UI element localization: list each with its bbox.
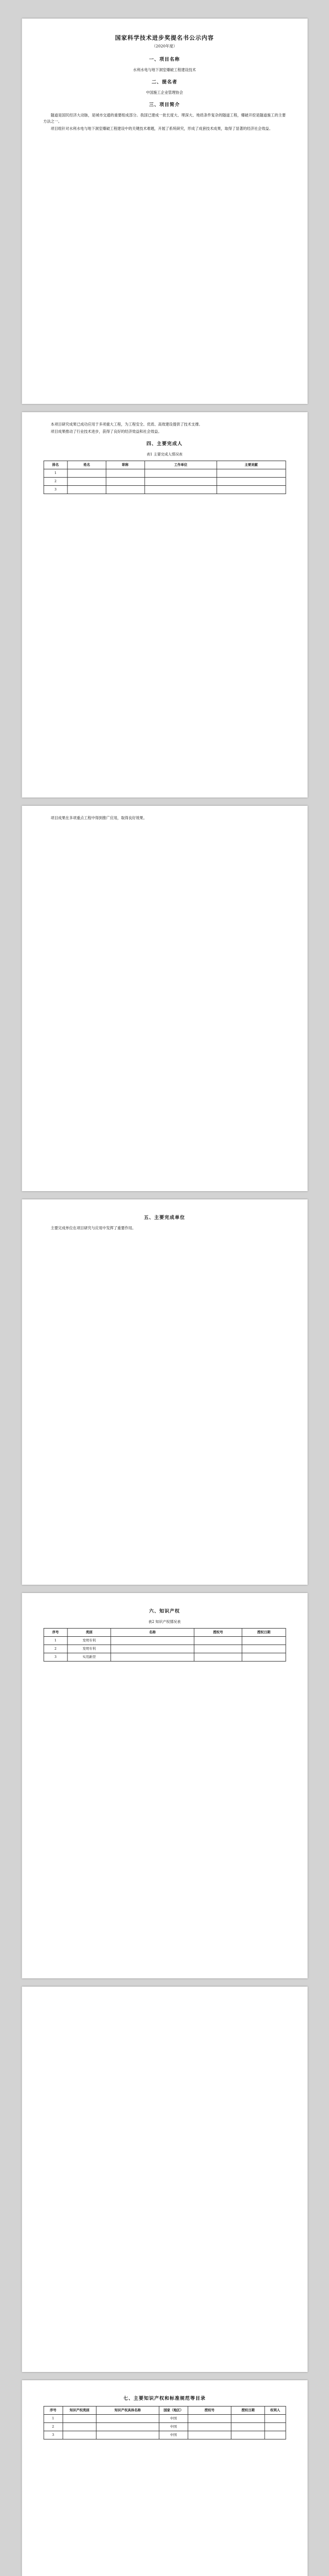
- table-cell: [145, 469, 217, 478]
- table-header: 职称: [106, 461, 145, 469]
- table-cell: [265, 2423, 285, 2431]
- table-cell: [265, 2431, 285, 2439]
- table-cell: 中国: [159, 2423, 188, 2431]
- table-row: [44, 1637, 286, 1645]
- table-cell: 发明专利: [67, 1637, 111, 1645]
- table-header: 权利人: [265, 2406, 285, 2415]
- table-cell: [96, 2415, 159, 2423]
- table-header: 授权日期: [231, 2406, 265, 2415]
- table-cell: 3: [44, 2431, 63, 2439]
- table-cell: [265, 2415, 285, 2423]
- table-row: [44, 469, 286, 478]
- table-cell: 中国: [159, 2415, 188, 2423]
- table-row: [44, 1645, 286, 1653]
- table-header: 序号: [44, 1629, 68, 1637]
- page-5: [22, 1593, 307, 1978]
- table-row: [44, 2431, 286, 2439]
- intro-paragraph: 隧道是国民经济大动脉，是城市交通的重要组成部分。我国已建成一批长度大、埋深大、地质条件复杂的隧道工程，爆破开挖是隧道施工的主要方法之一。: [43, 113, 286, 124]
- table-cell: [106, 478, 145, 486]
- table-header: 序号: [44, 2406, 63, 2415]
- table-header: 名称: [111, 1629, 194, 1637]
- table-cell: [145, 478, 217, 486]
- table-cell: [106, 486, 145, 494]
- table-header: 授权号: [194, 1629, 243, 1637]
- table-header: 知识产权具体名称: [96, 2406, 159, 2415]
- table-caption: 表1 主要完成人情况表: [146, 452, 183, 456]
- project-name: 水利水电与地下洞室爆破工程建设技术: [133, 67, 196, 72]
- section-heading-2: 二、提名者: [151, 80, 178, 85]
- table-row: [44, 1653, 286, 1662]
- table-header: 知识产权类别: [63, 2406, 96, 2415]
- table-cell: [217, 478, 285, 486]
- body-paragraph: 主要完成单位在项目研究与应用中发挥了重要作用。: [50, 1226, 136, 1230]
- table-cell: [67, 478, 106, 486]
- table-cell: [231, 2415, 265, 2423]
- table-cell: [111, 1645, 194, 1653]
- table-cell: [63, 2415, 96, 2423]
- table-cell: [106, 469, 145, 478]
- body-paragraph: 项目成果推动了行业技术进步，获得了良好的经济效益和社会效益。: [50, 429, 162, 434]
- table-row: [44, 2423, 286, 2431]
- table-cell: 2: [44, 2423, 63, 2431]
- table-cell: [242, 1645, 285, 1653]
- table-caption: 表2 知识产权情况表: [148, 1620, 181, 1624]
- table-cell: 1: [44, 2415, 63, 2423]
- page-1: [22, 19, 307, 404]
- table-cell: [217, 469, 285, 478]
- table-cell: 发明专利: [67, 1645, 111, 1653]
- table-cell: 实用新型: [67, 1653, 111, 1662]
- table-cell: [188, 2423, 231, 2431]
- table-cell: 2: [44, 478, 68, 486]
- ip-table: [43, 1628, 286, 1662]
- table-header: 类别: [67, 1629, 111, 1637]
- table-cell: [111, 1637, 194, 1645]
- page-7: [22, 2380, 307, 2576]
- table-cell: [188, 2415, 231, 2423]
- table-cell: [242, 1637, 285, 1645]
- table-header: 授权号: [188, 2406, 231, 2415]
- page-3: [22, 806, 307, 1191]
- table-header: 姓名: [67, 461, 106, 469]
- table-cell: 1: [44, 469, 68, 478]
- table-cell: [231, 2423, 265, 2431]
- section-heading-1: 一、项目名称: [149, 57, 180, 62]
- table-header: 排名: [44, 461, 68, 469]
- page-6: [22, 1987, 307, 2372]
- table-cell: [63, 2423, 96, 2431]
- table-cell: [194, 1645, 243, 1653]
- table-header: 主要贡献: [217, 461, 285, 469]
- table-cell: [96, 2423, 159, 2431]
- table-header: 授权日期: [242, 1629, 285, 1637]
- persons-table: [43, 461, 286, 494]
- table-cell: [242, 1653, 285, 1662]
- table-cell: [96, 2431, 159, 2439]
- section-heading-4: 四、主要完成人: [146, 442, 183, 447]
- table-row: [44, 478, 286, 486]
- section-heading-7: 七、主要知识产权和标准规范等目录: [123, 2396, 206, 2401]
- page-4: [22, 1199, 307, 1585]
- table-header: 国家（地区）: [159, 2406, 188, 2415]
- table-cell: [63, 2431, 96, 2439]
- table-cell: [67, 469, 106, 478]
- document-title: 国家科学技术进步奖提名书公示内容: [115, 35, 214, 41]
- section-heading-3: 三、项目简介: [149, 103, 180, 108]
- table-cell: 中国: [159, 2431, 188, 2439]
- section-heading-5: 五、主要完成单位: [144, 1215, 185, 1221]
- nominator: 中国施工企业管理协会: [146, 90, 183, 95]
- table-cell: 1: [44, 1637, 68, 1645]
- table-cell: [67, 486, 106, 494]
- table-row: [44, 2415, 286, 2423]
- table-cell: [145, 486, 217, 494]
- body-paragraph: 项目成果在多项重点工程中得到推广应用，取得良好效果。: [50, 816, 147, 820]
- page-2: [22, 412, 307, 798]
- section-heading-6: 六、知识产权: [149, 1609, 180, 1614]
- table-cell: [194, 1637, 243, 1645]
- table-cell: [217, 486, 285, 494]
- table-cell: 2: [44, 1645, 68, 1653]
- table-cell: 3: [44, 486, 68, 494]
- table-cell: 3: [44, 1653, 68, 1662]
- table-cell: [188, 2431, 231, 2439]
- body-paragraph: 本项目研究成果已成功应用于多项重大工程，为工程安全、优质、高效建设提供了技术支撑。: [50, 422, 203, 427]
- intro-paragraph: 项目组针对水利水电与地下洞室爆破工程建设中的关键技术难题，开展了系统研究，形成了成套技术成果，取得了显著的经济社会效益。: [50, 126, 273, 131]
- table-header: 工作单位: [145, 461, 217, 469]
- table-cell: [194, 1653, 243, 1662]
- table-row: [44, 486, 286, 494]
- ip-catalog-table: [43, 2406, 286, 2439]
- table-cell: [111, 1653, 194, 1662]
- document-year: （2020年度）: [151, 44, 178, 48]
- table-cell: [231, 2431, 265, 2439]
